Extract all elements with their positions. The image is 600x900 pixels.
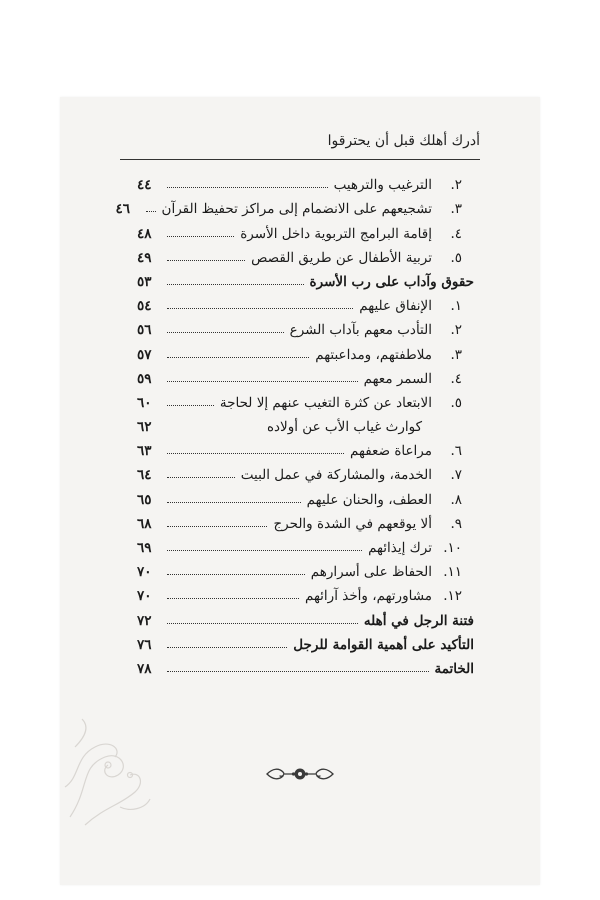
toc-entry-title: مشاورتهم، وأخذ آرائهم — [304, 588, 432, 605]
toc-entry-number: ٨. — [450, 491, 462, 508]
toc-entry-number: ٣. — [450, 201, 462, 218]
toc-entry — [137, 532, 474, 556]
toc-entry-title: تربية الأطفال عن طريق القصص — [251, 249, 432, 266]
toc-entry-page-number: ٦٠ — [137, 394, 152, 411]
toc-entry-title: الحفاظ على أسرارهم — [310, 564, 432, 581]
dot-leader — [167, 502, 301, 503]
toc-entry-heading — [350, 443, 474, 459]
toc-entry-page-number: ٦٥ — [137, 491, 152, 508]
toc-entry — [137, 411, 474, 435]
toc-entry-heading — [435, 661, 475, 677]
toc-entry-page-number: ٤٤ — [137, 177, 152, 194]
dot-leader — [167, 381, 358, 382]
toc-entry — [137, 338, 474, 362]
dot-leader — [167, 671, 429, 672]
toc-entry-title: الخدمة، والمشاركة في عمل البيت — [240, 467, 432, 484]
toc-entry-number: ٧. — [450, 467, 462, 484]
toc-entry-title: تشجيعهم على الانضمام إلى مراكز تحفيظ القرآن — [161, 201, 432, 218]
toc-entry-page-number: ٧٦ — [137, 636, 152, 653]
toc-entry — [137, 387, 474, 411]
toc-entry — [137, 290, 474, 314]
toc-entry-title: حقوق وآداب على رب الأسرة — [309, 273, 474, 290]
toc-entry-title: الإنفاق عليهم — [359, 298, 432, 315]
toc-entry-title: العطف، والحنان عليهم — [306, 491, 432, 508]
toc-entry-number: ٤. — [450, 370, 462, 387]
toc-entry-heading — [293, 637, 474, 653]
toc-entry-page-number: ٦٢ — [137, 419, 152, 436]
dot-leader — [167, 332, 284, 333]
toc-entry-title: مراعاة ضعفهم — [350, 443, 432, 460]
toc-entry-page-number: ٥٧ — [137, 346, 152, 363]
toc-entry-heading — [220, 395, 474, 411]
toc-entry-page-number: ٦٨ — [137, 515, 152, 532]
toc-entry-number: ١١. — [443, 564, 462, 581]
toc-entry-heading — [368, 540, 474, 556]
toc-entry-heading — [273, 516, 474, 532]
toc-entry — [137, 459, 474, 483]
toc-entry-number: ٢. — [450, 177, 462, 194]
book-page — [60, 97, 540, 885]
toc-entry — [137, 435, 474, 459]
dot-leader — [167, 598, 299, 599]
toc-entry-heading — [305, 588, 474, 604]
toc-entry-number: ١٠. — [443, 540, 462, 556]
dot-leader — [167, 187, 328, 188]
dot-leader — [167, 647, 287, 648]
toc-entry-number: ٤. — [450, 225, 462, 242]
toc-entry-heading — [359, 298, 474, 314]
toc-entry-page-number: ٤٨ — [137, 225, 152, 242]
toc-entry-number: ٢. — [450, 322, 462, 339]
toc-entry-title: ترك إيذائهم — [368, 540, 432, 556]
toc-entry-page-number: ٧٠ — [137, 588, 152, 605]
toc-entry — [115, 193, 474, 218]
dot-leader — [167, 357, 309, 358]
toc-entry-title: التأدب معهم بآداب الشرع — [289, 322, 432, 339]
dot-leader — [167, 236, 234, 237]
toc-entry — [137, 217, 474, 241]
running-head: أدرك أهلك قبل أن يحترقوا — [327, 133, 480, 149]
toc-entry — [137, 314, 474, 338]
dot-leader — [167, 405, 214, 406]
toc-entry-title: الترغيب والترهيب — [333, 177, 432, 194]
toc-entry-title: ملاطفتهم، ومداعبتهم — [315, 346, 432, 363]
toc-entry-title: السمر معهم — [363, 370, 432, 387]
toc-entry-number: ٥. — [450, 249, 462, 266]
table-of-contents — [115, 169, 474, 677]
toc-entry-page-number: ٤٦ — [115, 201, 131, 218]
toc-entry-title: كوارث غياب الأب عن أولاده — [266, 419, 422, 436]
toc-entry — [137, 508, 474, 532]
flourish-ornament — [60, 765, 540, 788]
toc-entry-heading — [251, 250, 474, 266]
dot-leader — [167, 284, 304, 285]
toc-entry-heading — [334, 177, 474, 193]
toc-entry — [137, 266, 474, 290]
toc-entry-page-number: ٧٢ — [137, 612, 152, 629]
toc-entry — [137, 604, 474, 628]
dot-leader — [167, 623, 358, 624]
flourish-icon — [265, 765, 335, 783]
toc-entry-page-number: ٦٣ — [137, 443, 152, 460]
toc-entry-title: إقامة البرامج التربوية داخل الأسرة — [240, 225, 432, 242]
dot-leader — [167, 477, 235, 478]
toc-entry-heading — [162, 201, 474, 217]
toc-entry-number: ٣. — [450, 346, 462, 363]
toc-entry-page-number: ٥٦ — [137, 322, 152, 339]
toc-entry-title: التأكيد على أهمية القوامة للرجل — [293, 636, 474, 653]
toc-entry-heading — [310, 274, 474, 290]
toc-entry — [137, 580, 474, 604]
toc-entry — [137, 629, 474, 653]
toc-entry-title: ألا يوقعهم في الشدة والحرج — [273, 515, 432, 532]
toc-entry-number: ٩. — [450, 515, 462, 532]
toc-entry-number: ١٢. — [443, 588, 462, 605]
toc-entry — [137, 363, 474, 387]
toc-entry-page-number: ٤٩ — [137, 249, 152, 266]
toc-entry-number: ٥. — [450, 394, 462, 411]
toc-entry-page-number: ٧٠ — [137, 564, 152, 581]
toc-entry-heading — [307, 492, 474, 508]
toc-entry-page-number: ٦٩ — [137, 540, 152, 556]
toc-entry-page-number: ٥٩ — [137, 370, 152, 387]
toc-entry-heading — [364, 371, 474, 387]
toc-entry-number: ٦. — [450, 443, 462, 460]
toc-entry-heading — [240, 226, 474, 242]
toc-entry-title: الابتعاد عن كثرة التغيب عنهم إلا لحاجة — [219, 394, 432, 411]
toc-entry — [137, 242, 474, 266]
toc-entry-page-number: ٥٤ — [137, 298, 152, 315]
toc-entry-heading — [267, 419, 474, 435]
toc-entry-heading — [364, 613, 474, 629]
toc-entry-number: ١. — [450, 298, 462, 315]
dot-leader — [167, 453, 344, 454]
dot-leader — [167, 550, 362, 551]
toc-entry — [137, 483, 474, 507]
toc-entry-heading — [315, 347, 474, 363]
toc-entry — [137, 653, 474, 677]
toc-entry-page-number: ٦٤ — [137, 467, 152, 484]
header-rule — [120, 159, 480, 160]
toc-entry-page-number: ٧٨ — [137, 660, 152, 677]
dot-leader — [167, 260, 245, 261]
toc-entry-heading — [311, 564, 474, 580]
toc-entry-title: الخاتمة — [434, 660, 474, 677]
toc-entry-heading — [241, 467, 474, 483]
dot-leader — [167, 308, 353, 309]
toc-entry-page-number: ٥٣ — [137, 273, 152, 290]
dot-leader — [167, 574, 305, 575]
toc-entry-title: فتنة الرجل في أهله — [363, 612, 474, 629]
toc-entry — [137, 556, 474, 580]
floral-corner-ornament — [60, 687, 170, 827]
dot-leader — [167, 526, 267, 527]
toc-entry — [137, 169, 474, 193]
dot-leader — [146, 211, 156, 212]
toc-entry-heading — [290, 322, 474, 338]
